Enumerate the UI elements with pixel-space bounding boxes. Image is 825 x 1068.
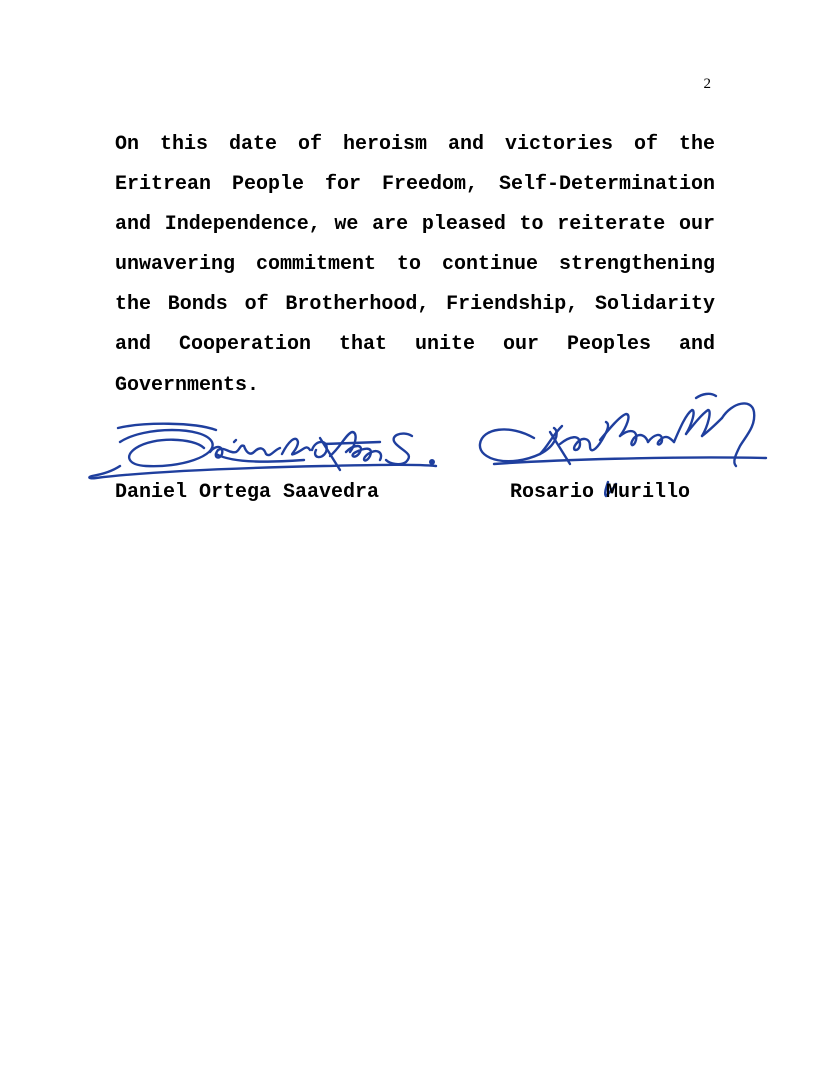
signer-name-murillo: Rosario Murillo — [510, 481, 691, 504]
signature-ortega — [84, 408, 444, 490]
page-number: 2 — [703, 76, 711, 92]
letter-body-text: On this date of heroism and victories of the Eritrean People for Freedom, Self-Determination and Independence, we are pleased to reiterate our unwavering commitment to continue strengthening the Bonds of Brotherhood, Friendship, Solidarity and Cooperation that unite our Peoples and Governments. — [115, 133, 715, 397]
signer-name-ortega: Daniel Ortega Saavedra — [115, 481, 380, 504]
